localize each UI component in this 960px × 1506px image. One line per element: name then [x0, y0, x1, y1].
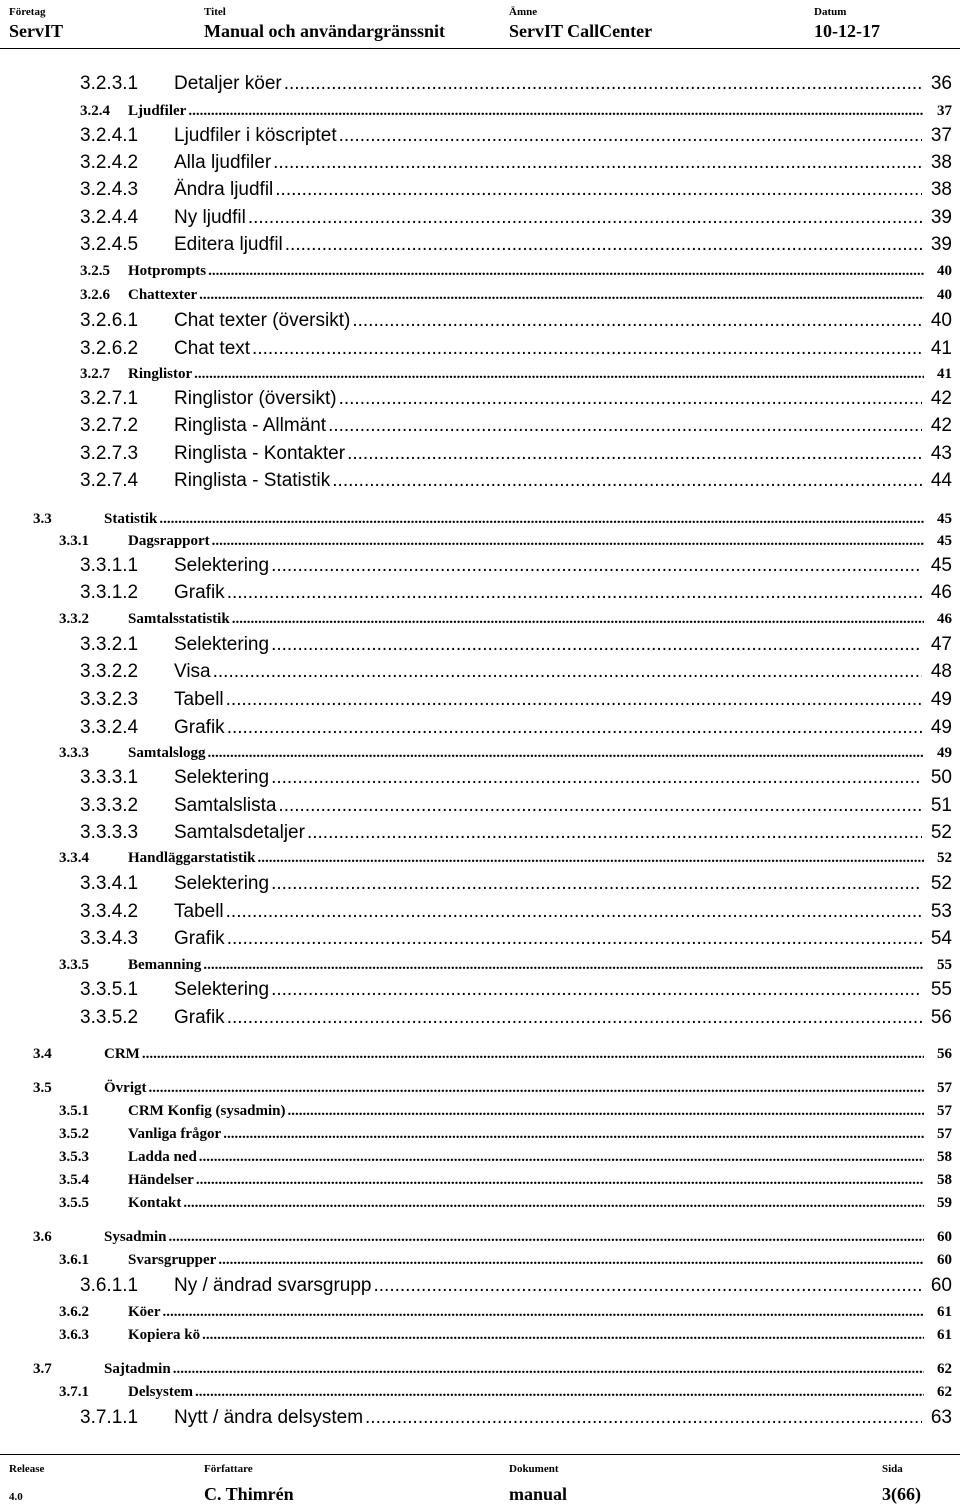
toc-number: 3.2.4.2 — [80, 152, 139, 173]
toc-number: 3.7.1 — [59, 1384, 89, 1400]
toc-entry[interactable] — [0, 1148, 960, 1167]
toc-page: 52 — [930, 873, 952, 894]
toc-page: 62 — [937, 1361, 952, 1377]
toc-page: 37 — [937, 103, 952, 119]
toc-leader — [208, 262, 924, 281]
toc-number: 3.2.7 — [80, 366, 110, 382]
toc-page: 56 — [930, 1007, 952, 1028]
toc-number: 3.3.3.2 — [80, 795, 139, 816]
toc-title: Grafik — [174, 717, 225, 738]
toc-leader — [227, 716, 922, 740]
toc-number: 3.5.4 — [59, 1172, 89, 1188]
toc-page: 43 — [930, 443, 952, 464]
toc-leader — [339, 387, 922, 411]
release-value: 4.0 — [9, 1491, 23, 1503]
toc-number: 3.3.5 — [59, 957, 89, 973]
toc-page: 61 — [937, 1304, 952, 1320]
toc-entry[interactable] — [0, 72, 960, 96]
toc-leader — [271, 766, 922, 790]
toc-leader — [273, 151, 922, 175]
toc-entry[interactable] — [0, 794, 960, 818]
toc-page: 57 — [937, 1126, 952, 1142]
toc-leader — [226, 900, 922, 924]
toc-page: 47 — [930, 634, 952, 655]
toc-entry[interactable] — [0, 1251, 960, 1270]
toc-page: 39 — [930, 234, 952, 255]
toc-entry[interactable] — [0, 469, 960, 493]
toc-title: Ny / ändrad svarsgrupp — [174, 1275, 372, 1296]
toc-page: 63 — [930, 1407, 952, 1428]
toc-entry[interactable] — [0, 978, 960, 1002]
toc-entry[interactable] — [0, 554, 960, 578]
toc-title: Övrigt — [104, 1080, 147, 1096]
toc-leader — [218, 1251, 924, 1270]
toc-entry[interactable] — [0, 387, 960, 411]
toc-leader — [194, 365, 924, 384]
toc-number: 3.6.1 — [59, 1252, 89, 1268]
toc-page: 39 — [930, 207, 952, 228]
toc-leader — [227, 1006, 922, 1030]
toc-title: Editera ljudfil — [174, 234, 283, 255]
toc-page: 53 — [930, 901, 952, 922]
toc-number: 3.2.7.2 — [80, 415, 139, 436]
toc-leader — [199, 286, 924, 305]
toc-leader — [183, 1194, 924, 1213]
toc-title: Ringlista - Kontakter — [174, 443, 346, 464]
toc-title: Grafik — [174, 1007, 225, 1028]
toc-entry[interactable] — [0, 1228, 960, 1247]
toc-number: 3.2.7.3 — [80, 443, 139, 464]
toc-page: 58 — [937, 1149, 952, 1165]
toc-leader — [223, 1125, 924, 1144]
toc-number: 3.6.1.1 — [80, 1275, 139, 1296]
toc-leader — [275, 178, 922, 202]
toc-title: Detaljer köer — [174, 73, 282, 94]
toc-page: 56 — [937, 1046, 952, 1062]
toc-title: Bemanning — [128, 957, 202, 973]
toc-entry[interactable] — [0, 1194, 960, 1213]
toc-page: 50 — [930, 767, 952, 788]
toc-title: Ny ljudfil — [174, 207, 246, 228]
toc-leader — [202, 1326, 924, 1345]
toc-number: 3.2.4 — [80, 103, 110, 119]
toc-page: 48 — [930, 661, 952, 682]
toc-entry[interactable] — [0, 1303, 960, 1322]
toc-number: 3.5.5 — [59, 1195, 89, 1211]
toc-leader — [284, 72, 922, 96]
toc-leader — [285, 233, 922, 257]
toc-entry[interactable] — [0, 1274, 960, 1298]
toc-entry[interactable] — [0, 821, 960, 845]
toc-title: Grafik — [174, 928, 225, 949]
toc-entry[interactable] — [0, 286, 960, 305]
toc-leader — [332, 469, 922, 493]
toc-entry[interactable] — [0, 510, 960, 529]
toc-entry[interactable] — [0, 1326, 960, 1345]
toc-entry[interactable] — [0, 309, 960, 333]
toc-leader — [347, 442, 922, 466]
company-value: ServIT — [9, 21, 63, 41]
toc-entry[interactable] — [0, 365, 960, 384]
toc-number: 3.3.4.3 — [80, 928, 139, 949]
toc-entry[interactable] — [0, 442, 960, 466]
toc-number: 3.3.2.3 — [80, 689, 139, 710]
toc-page: 57 — [937, 1103, 952, 1119]
toc-page: 60 — [930, 1275, 952, 1296]
toc-number: 3.6 — [33, 1229, 52, 1245]
toc-number: 3.3.4.1 — [80, 873, 139, 894]
toc-title: Nytt / ändra delsystem — [174, 1407, 364, 1428]
toc-page: 41 — [937, 366, 952, 382]
toc-page: 49 — [930, 689, 952, 710]
toc-entry[interactable] — [0, 660, 960, 684]
toc-title: Händelser — [128, 1172, 194, 1188]
document-value: manual — [509, 1484, 568, 1504]
release-label: Release — [9, 1463, 45, 1475]
toc-leader — [195, 1383, 924, 1402]
footer-release — [9, 1463, 44, 1506]
toc-entry[interactable] — [0, 233, 960, 257]
toc-page: 37 — [930, 125, 952, 146]
toc-leader — [188, 102, 924, 121]
toc-number: 3.3.5.1 — [80, 979, 139, 1000]
toc-leader — [169, 1228, 924, 1247]
toc-title: Kontakt — [128, 1195, 182, 1211]
toc-title: Handläggarstatistik — [128, 850, 256, 866]
toc-title: Ringlistor — [128, 366, 193, 382]
toc-entry[interactable] — [0, 1102, 960, 1121]
toc-page: 38 — [930, 179, 952, 200]
toc-number: 3.3.2 — [59, 611, 89, 627]
toc-page: 57 — [937, 1080, 952, 1096]
toc-page: 52 — [930, 822, 952, 843]
toc-title: Samtalsdetaljer — [174, 822, 305, 843]
toc-leader — [374, 1274, 923, 1298]
toc-leader — [227, 927, 922, 951]
date-value: 10-12-17 — [814, 21, 880, 41]
toc-entry[interactable] — [0, 688, 960, 712]
toc-entry[interactable] — [0, 1171, 960, 1190]
toc-entry[interactable] — [0, 716, 960, 740]
toc-leader — [196, 1171, 924, 1190]
date-label: Datum — [814, 6, 847, 18]
toc-leader — [212, 532, 924, 551]
page-footer — [0, 1454, 960, 1505]
toc-number: 3.3.3.3 — [80, 822, 139, 843]
toc-leader — [365, 1406, 922, 1430]
toc-entry[interactable] — [0, 581, 960, 605]
toc-number: 3.5 — [33, 1080, 52, 1096]
footer-author — [204, 1463, 294, 1506]
toc-number: 3.7 — [33, 1361, 52, 1377]
toc-title: Sysadmin — [104, 1229, 167, 1245]
toc-title: CRM — [104, 1046, 140, 1062]
toc-title: Tabell — [174, 901, 224, 922]
title-label: Titel — [204, 6, 226, 18]
subject-label: Ämne — [509, 6, 538, 18]
toc-number: 3.3.2.2 — [80, 661, 139, 682]
toc-number: 3.6.3 — [59, 1327, 89, 1343]
toc-number: 3.6.2 — [59, 1304, 89, 1320]
toc-title: Delsystem — [128, 1384, 193, 1400]
toc-page: 55 — [937, 957, 952, 973]
toc-number: 3.2.5 — [80, 263, 110, 279]
toc-title: Ljudfiler — [128, 103, 187, 119]
toc-entry[interactable] — [0, 1360, 960, 1379]
toc-leader — [232, 610, 924, 629]
toc-page: 46 — [930, 582, 952, 603]
toc-title: Samtalslogg — [128, 745, 206, 761]
toc-page: 44 — [930, 470, 952, 491]
toc-leader — [271, 554, 922, 578]
toc-page: 62 — [937, 1384, 952, 1400]
toc-number: 3.2.4.1 — [80, 125, 139, 146]
toc-number: 3.3.1.2 — [80, 582, 139, 603]
toc-entry[interactable] — [0, 178, 960, 202]
toc-number: 3.3.4.2 — [80, 901, 139, 922]
toc-number: 3.3.1.1 — [80, 555, 139, 576]
toc-entry[interactable] — [0, 766, 960, 790]
toc-page: 40 — [937, 263, 952, 279]
toc-leader — [258, 849, 924, 868]
toc-title: Selektering — [174, 634, 270, 655]
toc-page: 52 — [937, 850, 952, 866]
toc-entry[interactable] — [0, 414, 960, 438]
toc-page: 55 — [930, 979, 952, 1000]
toc-entry[interactable] — [0, 1406, 960, 1430]
toc-leader — [208, 744, 924, 763]
toc-number: 3.3.2.1 — [80, 634, 139, 655]
toc-leader — [149, 1079, 925, 1098]
toc-title: Tabell — [174, 689, 224, 710]
author-label: Författare — [204, 1463, 253, 1475]
toc-number: 3.2.4.5 — [80, 234, 139, 255]
toc-title: Ändra ljudfil — [174, 179, 274, 200]
toc-number: 3.3.5.2 — [80, 1007, 139, 1028]
toc-title: Chattexter — [128, 287, 198, 303]
toc-title: Selektering — [174, 873, 270, 894]
toc-title: Selektering — [174, 979, 270, 1000]
toc-page: 45 — [930, 555, 952, 576]
toc-page: 60 — [937, 1252, 952, 1268]
toc-leader — [328, 414, 922, 438]
toc-entry[interactable] — [0, 610, 960, 629]
toc-title: Chat text — [174, 338, 251, 359]
toc-title: Samtalslista — [174, 795, 277, 816]
toc-entry[interactable] — [0, 633, 960, 657]
footer-page — [882, 1463, 921, 1506]
toc-number: 3.3.2.4 — [80, 717, 139, 738]
toc-leader — [339, 124, 922, 148]
toc-number: 3.4 — [33, 1046, 52, 1062]
toc-number: 3.2.7.4 — [80, 470, 139, 491]
toc-number: 3.2.6 — [80, 287, 110, 303]
toc-leader — [199, 1148, 924, 1167]
toc-entry[interactable] — [0, 744, 960, 763]
toc-number: 3.3.3 — [59, 745, 89, 761]
document-label: Dokument — [509, 1463, 559, 1475]
company-label: Företag — [9, 6, 46, 18]
toc-page: 59 — [937, 1195, 952, 1211]
toc-entry[interactable] — [0, 262, 960, 281]
toc-entry[interactable] — [0, 900, 960, 924]
toc-page: 45 — [937, 511, 952, 527]
title-value: Manual och användargränssnit — [204, 21, 446, 41]
toc-title: Vanliga frågor — [128, 1126, 222, 1142]
author-value: C. Thimrén — [204, 1484, 294, 1504]
toc-entry[interactable] — [0, 124, 960, 148]
toc-entry[interactable] — [0, 1125, 960, 1144]
toc-title: Ladda ned — [128, 1149, 197, 1165]
toc-number: 3.5.2 — [59, 1126, 89, 1142]
toc-entry[interactable] — [0, 956, 960, 975]
page-value: 3(66) — [882, 1484, 921, 1504]
toc-page: 49 — [937, 745, 952, 761]
toc-leader — [271, 633, 922, 657]
toc-number: 3.2.4.3 — [80, 179, 139, 200]
toc-title: Ringlistor (översikt) — [174, 388, 337, 409]
toc-entry[interactable] — [0, 206, 960, 230]
toc-entry[interactable] — [0, 1045, 960, 1064]
toc-number: 3.3 — [33, 511, 52, 527]
toc-leader — [226, 688, 922, 712]
toc-page: 36 — [930, 73, 952, 94]
toc-leader — [248, 206, 922, 230]
toc-page: 54 — [930, 928, 952, 949]
toc-leader — [142, 1045, 924, 1064]
toc-leader — [227, 581, 922, 605]
toc-page: 41 — [930, 338, 952, 359]
toc-number: 3.2.6.2 — [80, 338, 139, 359]
toc-leader — [203, 956, 924, 975]
toc-title: Selektering — [174, 555, 270, 576]
toc-title: Ringlista - Statistik — [174, 470, 331, 491]
page-label: Sida — [882, 1463, 903, 1475]
toc-page: 40 — [930, 310, 952, 331]
toc-leader — [162, 1303, 924, 1322]
toc-page: 40 — [937, 287, 952, 303]
toc-page: 45 — [937, 533, 952, 549]
toc-entry[interactable] — [0, 1079, 960, 1098]
toc-leader — [278, 794, 922, 818]
toc-title: Visa — [174, 661, 211, 682]
toc-page: 49 — [930, 717, 952, 738]
toc-leader — [271, 872, 922, 896]
toc-entry[interactable] — [0, 927, 960, 951]
toc-number: 3.5.1 — [59, 1103, 89, 1119]
toc-title: Ljudfiler i köscriptet — [174, 125, 337, 146]
toc-title: Svarsgrupper — [128, 1252, 217, 1268]
toc-title: Ringlista - Allmänt — [174, 415, 327, 436]
toc-title: Statistik — [104, 511, 158, 527]
toc-title: Samtalsstatistik — [128, 611, 230, 627]
toc-leader — [352, 309, 922, 333]
subject-value: ServIT CallCenter — [509, 21, 653, 41]
toc-number: 3.2.4.4 — [80, 207, 139, 228]
toc-number: 3.3.3.1 — [80, 767, 139, 788]
toc-title: Sajtadmin — [104, 1361, 171, 1377]
toc-title: CRM Konfig (sysadmin) — [128, 1103, 286, 1119]
toc-number: 3.2.3.1 — [80, 73, 139, 94]
toc-title: Selektering — [174, 767, 270, 788]
toc-page: 61 — [937, 1327, 952, 1343]
toc-leader — [159, 510, 924, 529]
toc-entry[interactable] — [0, 1383, 960, 1402]
toc-title: Hotprompts — [128, 263, 207, 279]
toc-title: Kopiera kö — [128, 1327, 201, 1343]
toc-number: 3.3.4 — [59, 850, 89, 866]
toc-leader — [213, 660, 922, 684]
toc-entry[interactable] — [0, 872, 960, 896]
toc-title: Dagsrapport — [128, 533, 210, 549]
toc-entry[interactable] — [0, 532, 960, 551]
toc-page: 42 — [930, 388, 952, 409]
toc-page: 42 — [930, 415, 952, 436]
toc-number: 3.7.1.1 — [80, 1407, 139, 1428]
toc-number: 3.2.6.1 — [80, 310, 139, 331]
toc-title: Grafik — [174, 582, 225, 603]
toc-entry[interactable] — [0, 151, 960, 175]
toc-title: Chat texter (översikt) — [174, 310, 351, 331]
toc-entry[interactable] — [0, 849, 960, 868]
toc-leader — [173, 1360, 924, 1379]
toc-number: 3.5.3 — [59, 1149, 89, 1165]
toc-entry[interactable] — [0, 1006, 960, 1030]
toc-leader — [288, 1102, 924, 1121]
toc-page: 60 — [937, 1229, 952, 1245]
toc-title: Köer — [128, 1304, 161, 1320]
footer-document — [509, 1463, 567, 1506]
toc-page: 51 — [930, 795, 952, 816]
toc-page: 38 — [930, 152, 952, 173]
toc-entry[interactable] — [0, 337, 960, 361]
toc-number: 3.2.7.1 — [80, 388, 139, 409]
toc-entry[interactable] — [0, 102, 960, 121]
toc-leader — [307, 821, 922, 845]
toc-page: 58 — [937, 1172, 952, 1188]
toc-leader — [252, 337, 922, 361]
toc-page: 46 — [937, 611, 952, 627]
toc-leader — [271, 978, 922, 1002]
toc-title: Alla ljudfiler — [174, 152, 272, 173]
toc-number: 3.3.1 — [59, 533, 89, 549]
